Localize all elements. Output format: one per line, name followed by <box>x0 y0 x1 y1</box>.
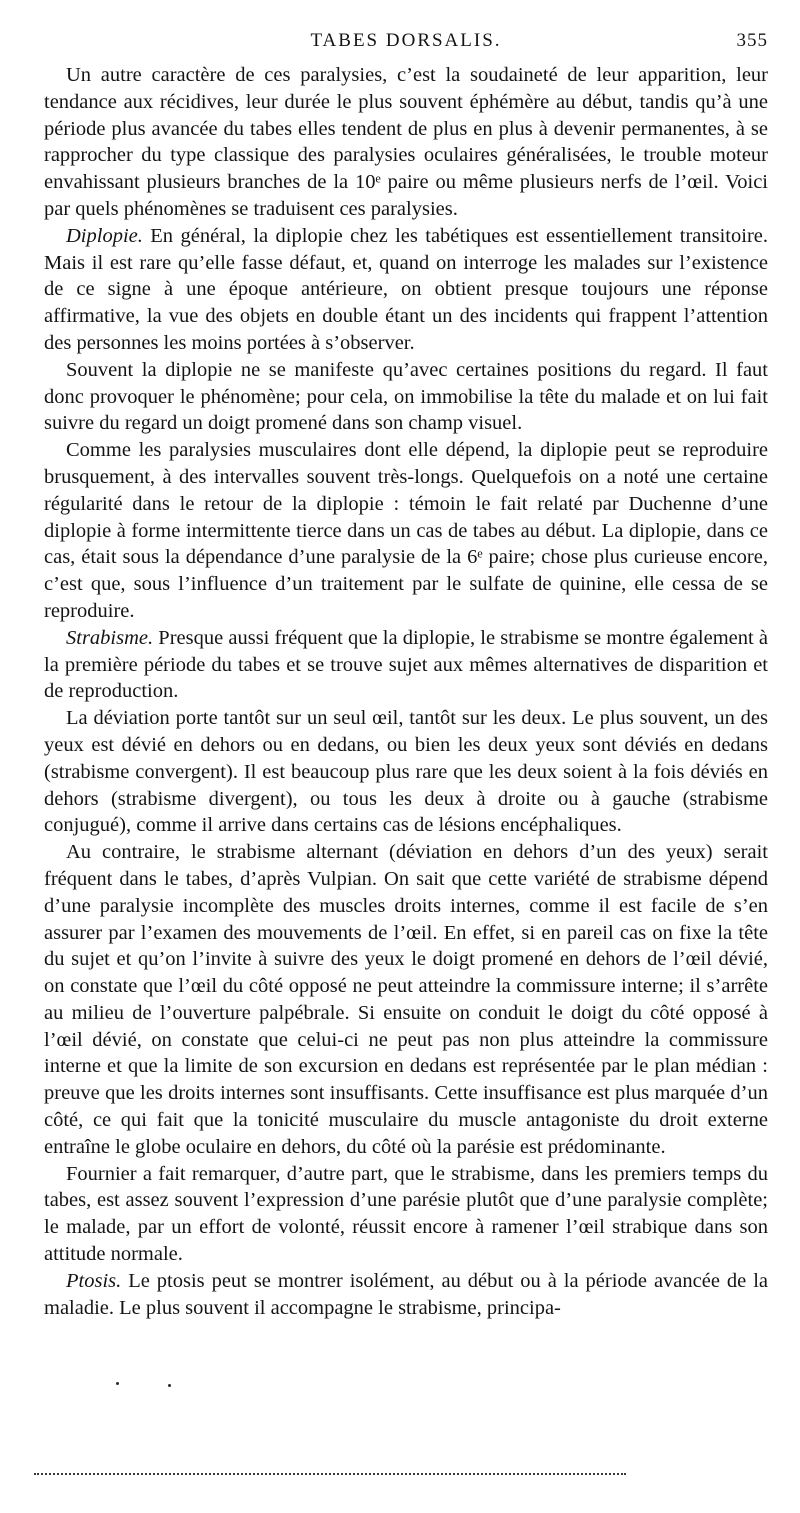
page-number: 355 <box>736 30 768 51</box>
paragraph: Comme les paralysies musculaires dont elle dépend, la diplopie peut se reproduire brusquement, à des intervalles souvent très-longs. Quelquefois on a noté une certaine régularité dans le retour de la diplopie : témoin le fait relaté par Duchenne d’une diplopie à forme intermittente tierce dans un cas de tabes au début. La diplopie, dans ce cas, était sous la dépendance d’une paralysie de la 6ᵉ paire; chose plus curieuse encore, c’est que, sous l’influence d’un traitement par le sulfate de quinine, elle cessa de se reproduire. <box>44 439 768 622</box>
paragraph: Au contraire, le strabisme alternant (déviation en dehors d’un des yeux) serait fréquent dans le tabes, d’après Vulpian. On sait que cette variété de strabisme dépend d’une paralysie incomplète des muscles droits internes, comme il est facile de s’en assurer par l’examen des mouvements de l’œil. En effet, si en pareil cas on fixe la tête du sujet et qu’on l’invite à suivre des yeux le doigt promené en dehors de l’œil dévié, on constate que l’œil du côté opposé ne peut atteindre la commissure interne; il s’arrête au milieu de l’ouverture palpébrale. Si ensuite on conduit le doigt du côté opposé à l’œil dévié, on constate que celui-ci ne peut pas non plus atteindre la commissure interne et que la limite de son excursion en dedans est représentée par le plan médian : preuve que les droits internes sont insuffisants. Cette insuffisance est plus marquée d’un côté, ce qui fait que la tonicité musculaire du muscle antagoniste du droit externe entraîne le globe oculaire en dehors, du côté où la parésie est prédominante. <box>44 841 768 1158</box>
page-header <box>44 30 768 56</box>
section-lead-ptosis: Ptosis. <box>66 1269 122 1292</box>
running-title: TABES DORSALIS. <box>310 30 502 51</box>
paragraph-strabisme: Strabisme. Presque aussi fréquent que la diplopie, le strabisme se montre également à la première période du tabes et se trouve sujet aux mêmes alternatives de disparition et de reproduction. <box>44 626 768 703</box>
paragraph: La déviation porte tantôt sur un seul œil, tantôt sur les deux. Le plus souvent, un des yeux est dévié en dehors ou en dedans, ou bien les deux yeux sont déviés en dedans (strabisme convergent). Il est beaucoup plus rare que les deux soient à la fois déviés en dehors (strabisme divergent), ou tous les deux à droite ou à gauche (strabisme conjugué), comme il arrive dans certains cas de lésions encéphaliques. <box>44 707 768 837</box>
section-lead-diplopie: Diplopie. <box>66 224 143 247</box>
section-lead-strabisme: Strabisme. <box>66 626 154 649</box>
ink-speck <box>168 1384 171 1387</box>
dotted-rule <box>34 1473 626 1475</box>
paragraph-diplopie: Diplopie. En général, la diplopie chez les tabétiques est essentiellement transitoire. Mais il est rare qu’elle fasse défaut, et, quand on interroge les malades sur l’existence de ce signe à une époque antérieure, on obtient presque toujours une réponse affirmative, la vue des objets en double étant un des incidents qui frappent l’attention des personnes les moins portées à s’observer. <box>44 224 768 354</box>
stray-marks <box>0 1378 800 1408</box>
paragraph: Un autre caractère de ces paralysies, c’est la soudaineté de leur apparition, leur tendance aux récidives, leur durée le plus souvent éphémère au début, tandis qu’à une période plus avancée du tabes elles tendent de plus en plus à devenir permanentes, à se rapprocher du type classique des paralysies oculaires généralisées, le trouble moteur envahissant plusieurs branches de la 10ᵉ paire ou même plusieurs nerfs de l’œil. Voici par quels phénomènes se traduisent ces paralysies. <box>44 64 768 220</box>
paragraph: Fournier a fait remarquer, d’autre part, que le strabisme, dans les premiers temps du tabes, est assez souvent l’expression d’une parésie plutôt que d’une paralysie complète; le malade, par un effort de volonté, réussit encore à ramener l’œil strabique dans son attitude normale. <box>44 1162 768 1266</box>
paragraph-ptosis: Ptosis. Le ptosis peut se montrer isolément, au début ou à la période avancée de la maladie. Le plus souvent il accompagne le strabisme, principa- <box>44 1269 768 1319</box>
body-text <box>44 62 768 1321</box>
paragraph: Souvent la diplopie ne se manifeste qu’avec certaines positions du regard. Il faut donc provoquer le phénomène; pour cela, on immobilise la tête du malade et on lui fait suivre du regard un doigt promené dans son champ visuel. <box>44 358 768 435</box>
ink-speck <box>116 1382 119 1385</box>
